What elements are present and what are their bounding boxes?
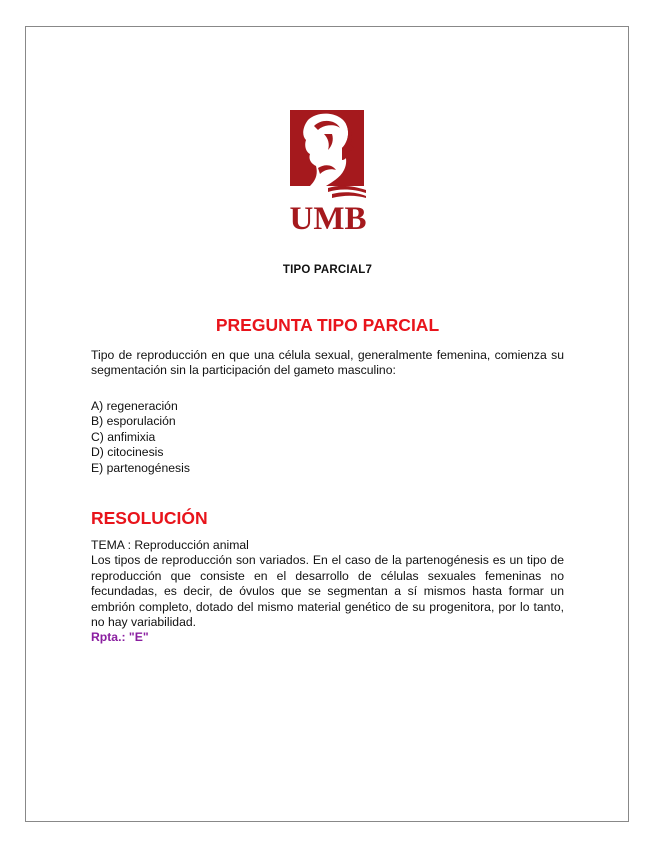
option-c: C) anfimixia	[91, 429, 156, 444]
resolution-heading: RESOLUCIÓN	[91, 508, 208, 528]
question-prompt: Tipo de reproducción en que una célula sexual, generalmente femenina, comienza su segmentación sin la participación del gameto masculino:	[91, 348, 564, 378]
umb-logo	[288, 108, 368, 235]
option-e: E) partenogénesis	[91, 460, 190, 475]
question-heading: PREGUNTA TIPO PARCIAL	[215, 315, 440, 335]
resolution-topic: TEMA : Reproducción animal	[91, 538, 249, 552]
option-a: A) regeneración	[91, 399, 178, 413]
umb-logo-graphic	[288, 108, 368, 235]
option-d: D) citocinesis	[91, 445, 164, 460]
document-title: TIPO PARCIAL7	[282, 264, 373, 276]
logo-wordmark: UMB	[289, 201, 367, 235]
option-b: B) esporulación	[91, 414, 176, 429]
answer-options	[91, 399, 564, 476]
resolution-explanation: Los tipos de reproducción son variados. En el caso de la partenogénesis es un tipo de reproducción que consiste en el desarrollo de células sexuales femeninas no fecundadas, es decir, de óvulos que se segmentan a sí mismos hasta formar un embrión completo, dotado del mismo material genético de su progenitora, por lo tanto, no hay variabilidad.	[91, 553, 564, 630]
resolution-body	[91, 538, 564, 646]
answer-label: Rpta.: "E"	[91, 630, 149, 645]
